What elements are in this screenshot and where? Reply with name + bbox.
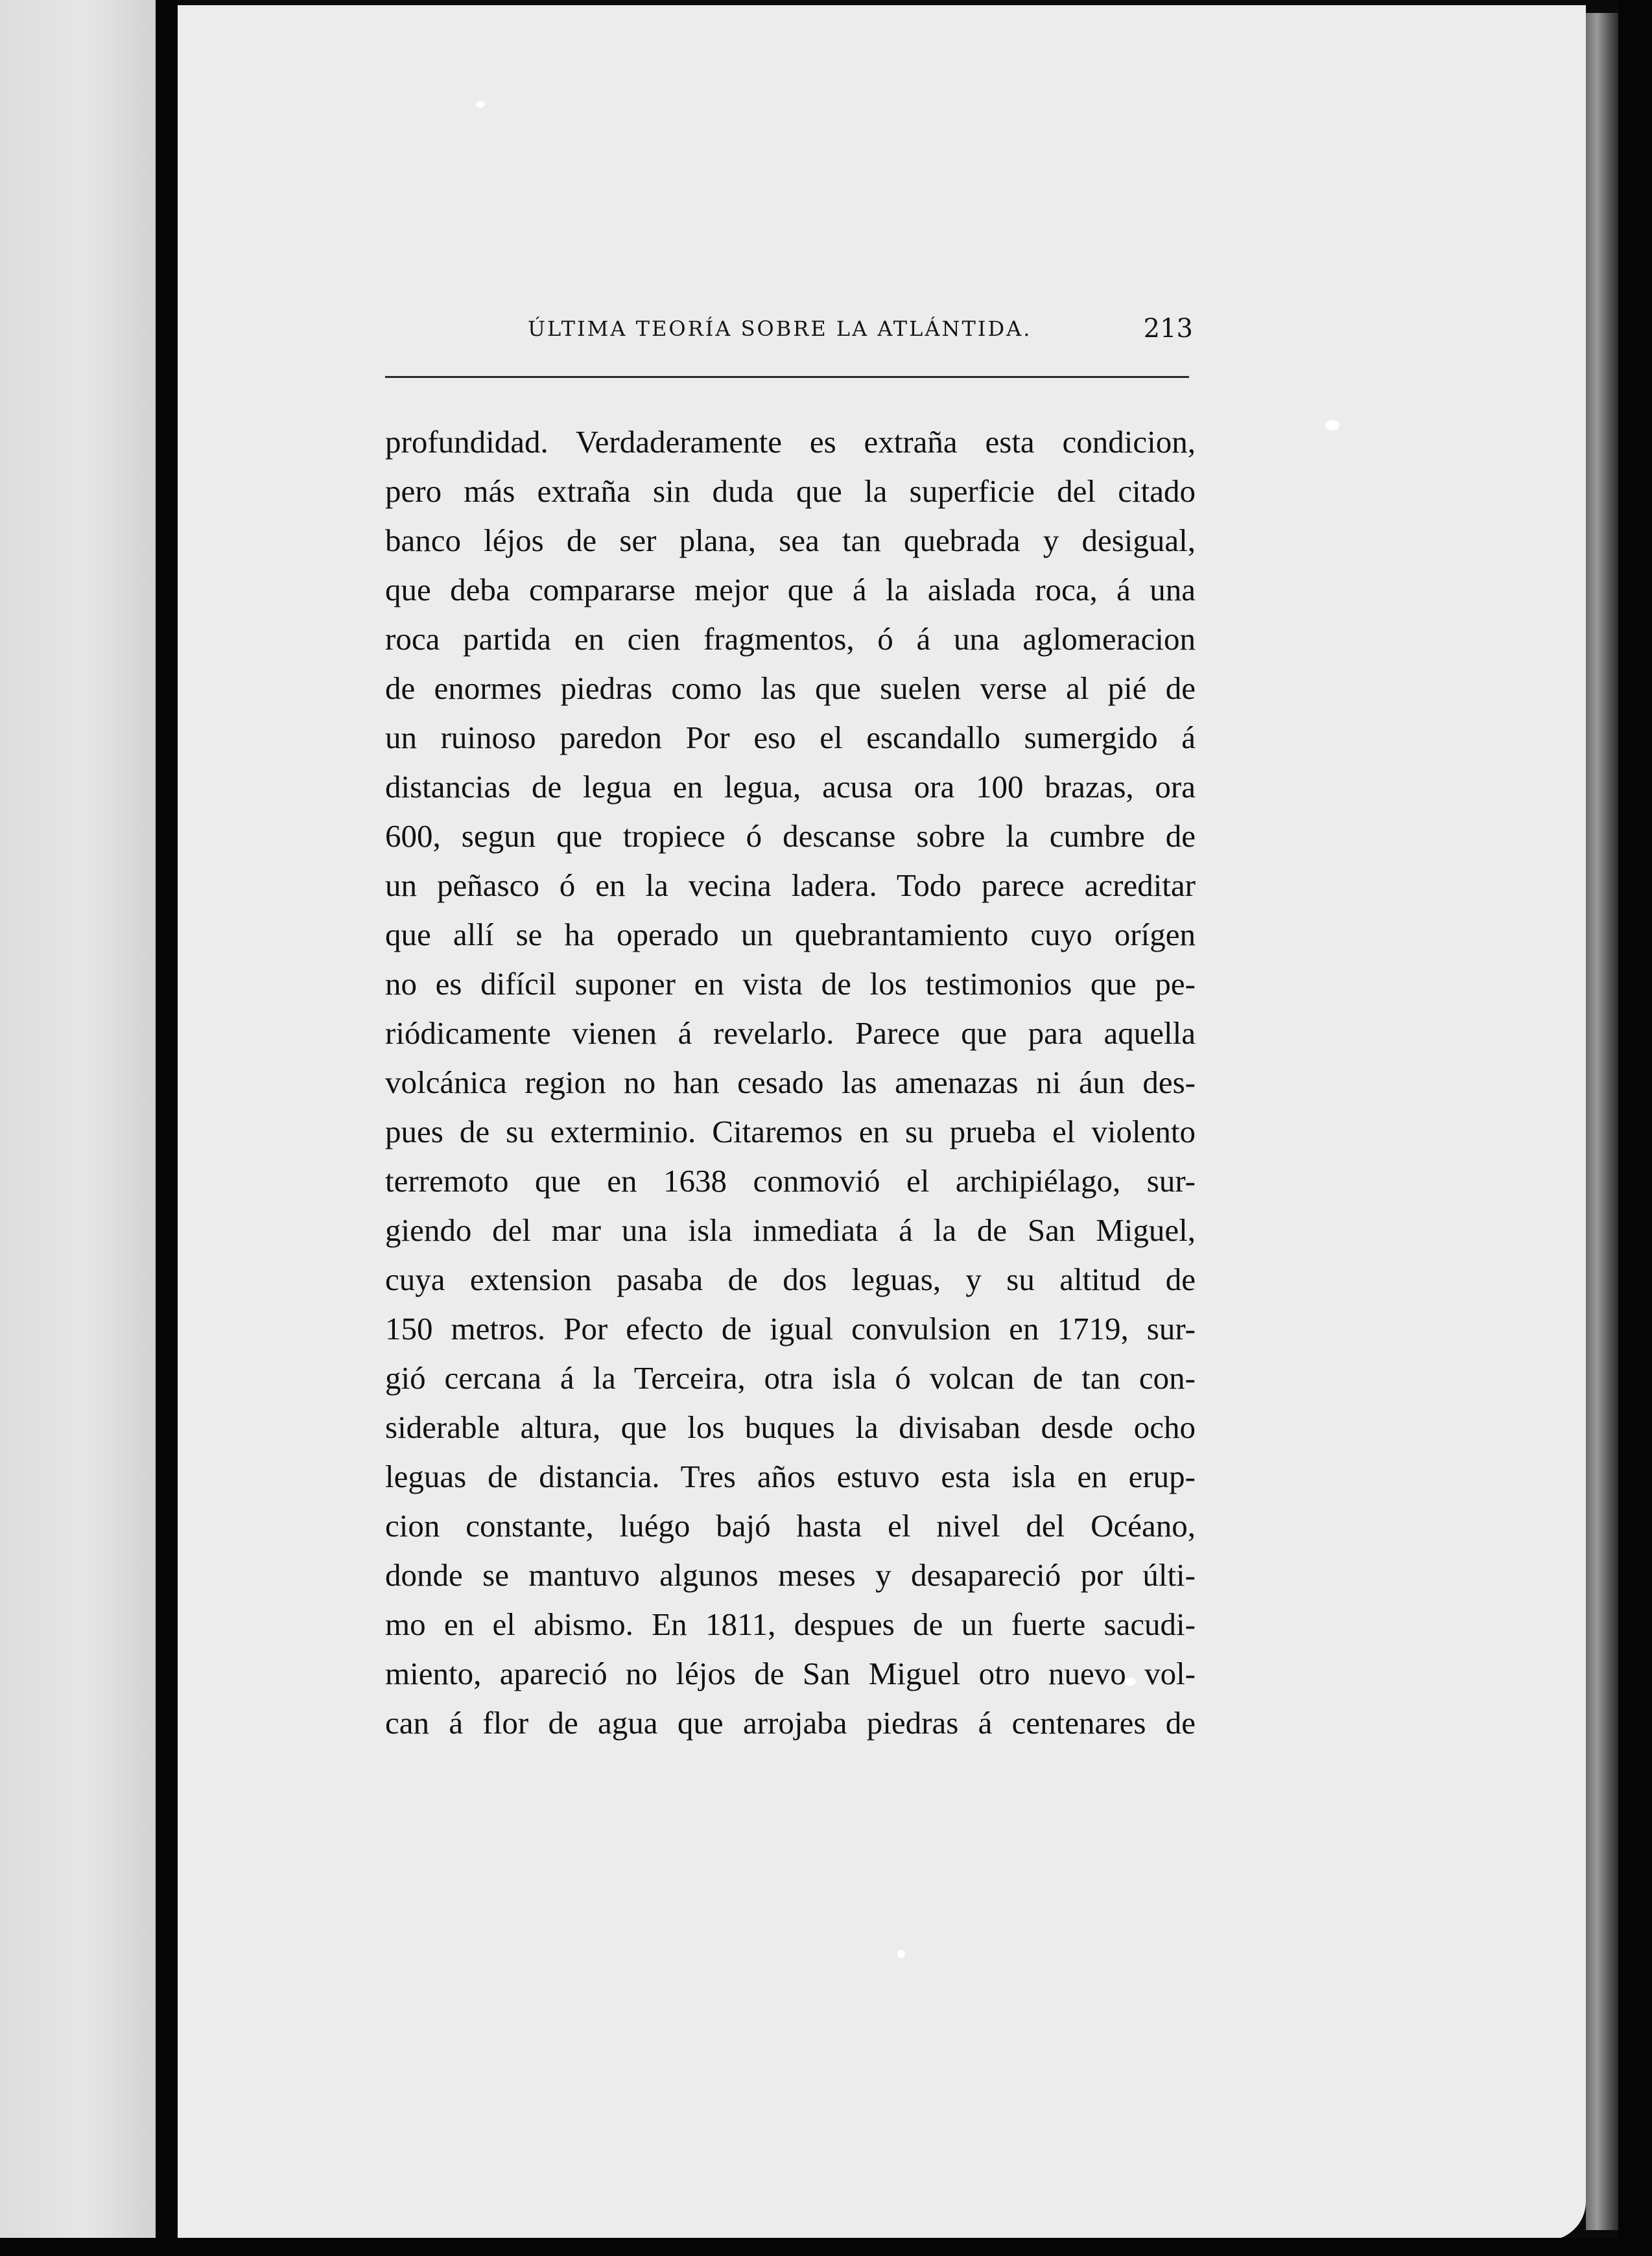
text-line: que allí se ha operado un quebrantamiento cuyo orígen [385, 917, 1196, 952]
text-line: pues de su exterminio. Citaremos en su prueba el violento [385, 1114, 1196, 1149]
paper-speck [897, 1950, 905, 1958]
left-page-fragment [0, 0, 156, 2238]
scan-border-bottom [0, 2238, 1652, 2256]
text-line: donde se mantuvo algunos meses y desapareció por últi- [385, 1557, 1196, 1593]
text-line: siderable altura, que los buques la divisaban desde ocho [385, 1409, 1196, 1445]
text-line: un peñasco ó en la vecina ladera. Todo parece acreditar [385, 867, 1196, 903]
body-text [385, 417, 1196, 1748]
page-edge-shadow [1586, 13, 1618, 2230]
text-line: giendo del mar una isla inmediata á la de San Miguel, [385, 1212, 1196, 1248]
text-line: can á flor de agua que arrojaba piedras á centenares de [385, 1705, 1196, 1741]
text-line: terremoto que en 1638 conmovió el archipiélago, sur- [385, 1163, 1196, 1199]
text-line: distancias de legua en legua, acusa ora 100 brazas, ora [385, 769, 1196, 805]
text-line: un ruinoso paredon Por eso el escandallo sumergido á [385, 720, 1196, 755]
paper-speck [476, 101, 485, 108]
text-line: no es difícil suponer en vista de los testimonios que pe- [385, 966, 1196, 1002]
text-line: pero más extraña sin duda que la superficie del citado [385, 473, 1196, 509]
book-gutter [156, 0, 178, 2256]
text-line: cion constante, luégo bajó hasta el nivel del Océano, [385, 1508, 1196, 1544]
header-rule [385, 376, 1189, 378]
text-line: volcánica region no han cesado las amenazas ni áun des- [385, 1064, 1196, 1100]
text-line: gió cercana á la Terceira, otra isla ó volcan de tan con- [385, 1360, 1196, 1396]
text-line: 150 metros. Por efecto de igual convulsion en 1719, sur- [385, 1311, 1196, 1346]
text-line: miento, apareció no léjos de San Miguel otro nuevo vol- [385, 1656, 1196, 1691]
scan-border-right [1618, 0, 1652, 2256]
text-line: de enormes piedras como las que suelen verse al pié de [385, 670, 1196, 706]
text-line: que deba compararse mejor que á la aislada roca, á una [385, 572, 1196, 607]
text-line: leguas de distancia. Tres años estuvo esta isla en erup- [385, 1459, 1196, 1494]
paper-speck [1325, 420, 1339, 430]
page-number: 213 [1143, 314, 1193, 344]
page-header [385, 312, 1196, 358]
text-line: banco léjos de ser plana, sea tan quebrada y desigual, [385, 523, 1196, 558]
text-line: roca partida en cien fragmentos, ó á una aglomeracion [385, 621, 1196, 657]
text-line: riódicamente vienen á revelarlo. Parece que para aquella [385, 1015, 1196, 1051]
text-line: cuya extension pasaba de dos leguas, y su altitud de [385, 1262, 1196, 1297]
text-line: mo en el abismo. En 1811, despues de un fuerte sacudi- [385, 1606, 1196, 1642]
text-line: 600, segun que tropiece ó descanse sobre la cumbre de [385, 818, 1196, 854]
running-title: ÚLTIMA TEORÍA SOBRE LA ATLÁNTIDA. [528, 316, 1032, 341]
text-line: profundidad. Verdaderamente es extraña esta condicion, [385, 424, 1196, 460]
